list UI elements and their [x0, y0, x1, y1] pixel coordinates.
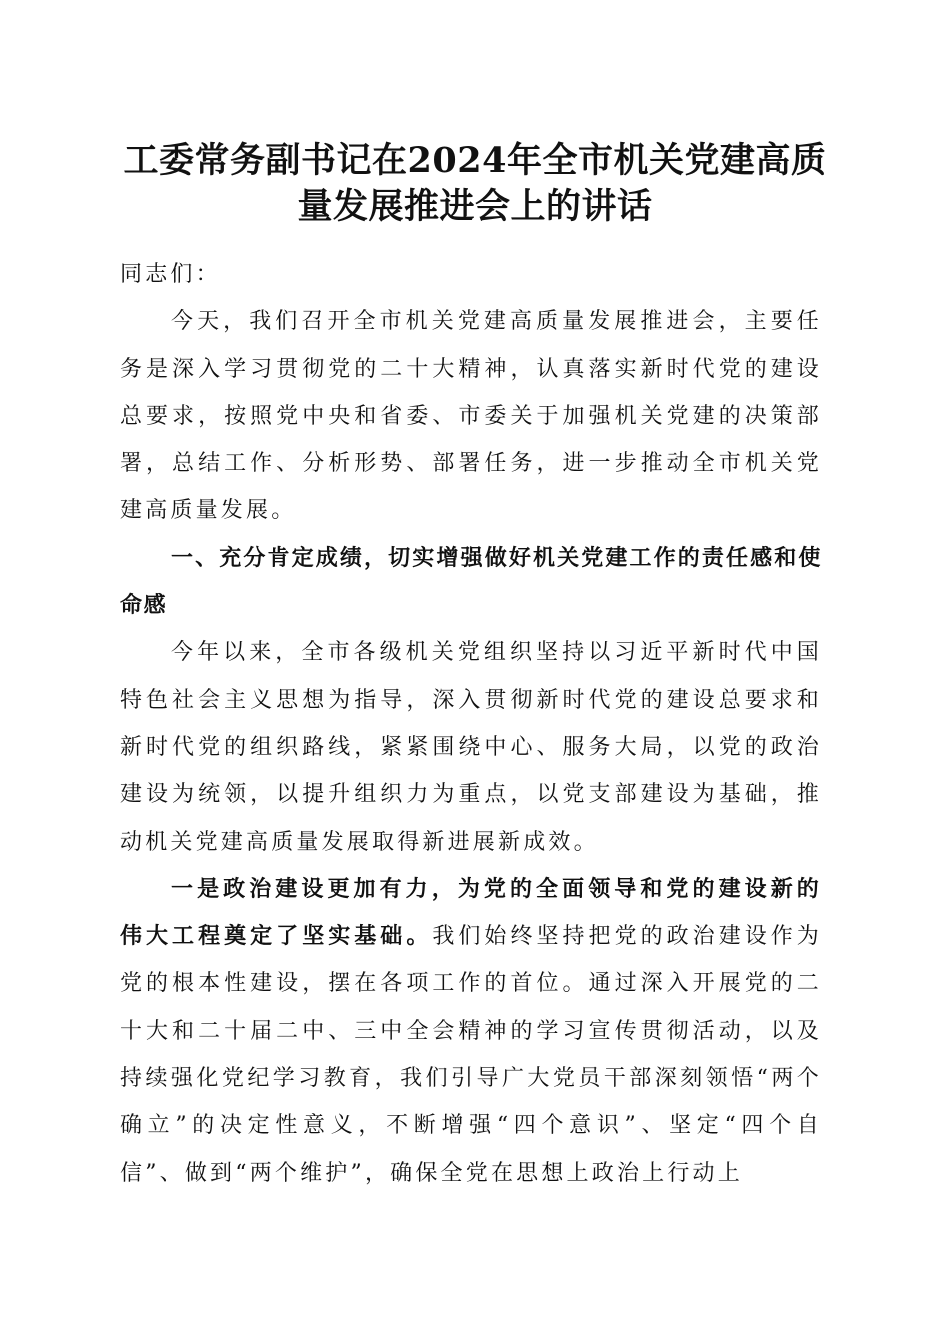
title-line-2: 量发展推进会上的讲话: [297, 186, 653, 227]
document-body: [120, 251, 822, 1197]
section-heading-1: 一、充分肯定成绩，切实增强做好机关党建工作的责任感和使命感: [120, 545, 822, 619]
document-title: [100, 138, 850, 230]
section-1-paragraph: 今年以来，全市各级机关党组织坚持以习近平新时代中国特色社会主义思想为指导，深入贯彻新时代党的建设总要求和新时代党的组织路线，紧紧围绕中心、服务大局，以党的政治建设为统领，以提升组织力为重点，以党支部建设为基础，推动机关党建高质量发展取得新进展新成效。: [120, 640, 822, 855]
point-1-lead: 一是政治建设更加有力，为党的全面领导和党的建设新的伟大工程奠定了坚实基础。: [120, 875, 822, 950]
salutation: 同志们：: [120, 262, 221, 287]
point-1-body: 我们始终坚持把党的政治建设作为党的根本性建设，摆在各项工作的首位。通过深入开展党的二十大和二十届二中、三中全会精神的学习宣传贯彻活动，以及持续强化党纪学习教育，我们引导广大党员干部深刻领悟“两个确立”的决定性意义，不断增强“四个意识”、坚定“四个自信”、做到“两个维护”，确保全党在思想上政治上行动上: [120, 924, 822, 1186]
title-line-1: 工委常务副书记在2024年全市机关党建高质: [123, 140, 827, 181]
point-1-paragraph: [120, 866, 822, 1197]
intro-paragraph: 今天，我们召开全市机关党建高质量发展推进会，主要任务是深入学习贯彻党的二十大精神，认真落实新时代党的建设总要求，按照党中央和省委、市委关于加强机关党建的决策部署，总结工作、分析形势、部署任务，进一步推动全市机关党建高质量发展。: [120, 309, 822, 524]
